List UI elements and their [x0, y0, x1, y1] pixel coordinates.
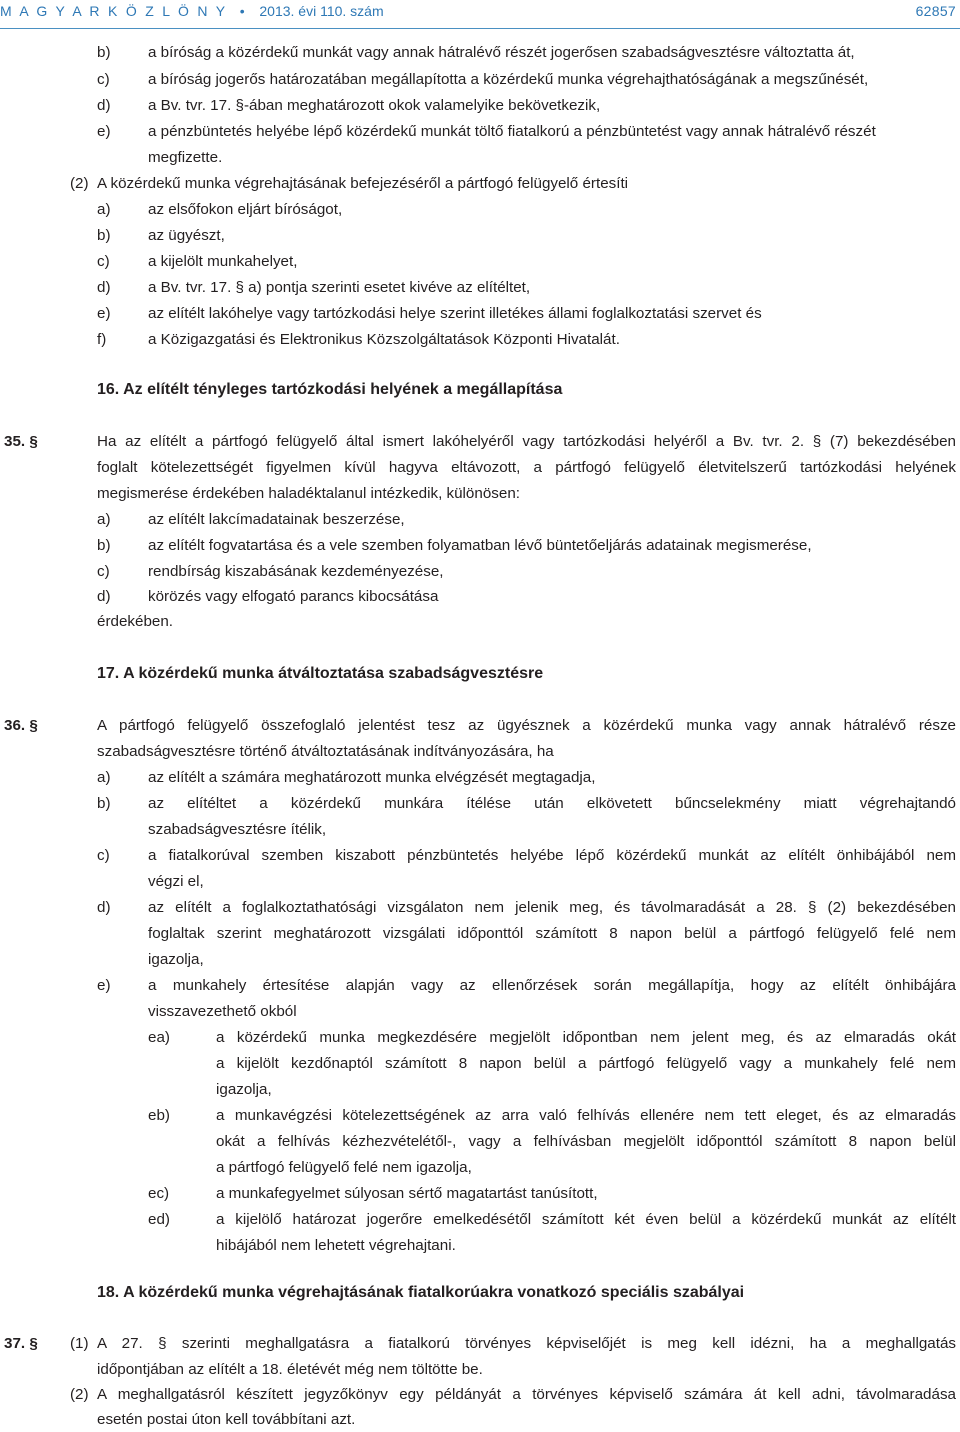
item-text: az elítélt a foglalkoztathatósági vizsgálaton nem jelenik meg, és távolmaradását a 28. § (2) bekezdésében: [148, 899, 956, 916]
section-heading-16: 16. Az elítélt tényleges tartózkodási helyének a megállapítása: [97, 381, 563, 398]
paragraph-text: A 27. § szerinti meghallgatásra a fiatalkorú törvényes képviselőjét is meg kell idézni, ha a meghallgatás: [97, 1335, 956, 1352]
item-text: az elítélt fogvatartása és a vele szemben folyamatban lévő büntetőeljárás adatainak megismerése,: [148, 537, 812, 554]
item-text: szabadságvesztésre ítélik,: [148, 821, 327, 838]
subitem-text: a munkafegyelmet súlyosan sértő magatartást tanúsított,: [216, 1185, 598, 1202]
subitem-text: a munkavégzési kötelezettségének az arra való felhívás ellenére nem tett eleget, és az elmaradás: [216, 1107, 956, 1124]
body-line: Ha az elítélt a pártfogó felügyelő által ismert lakóhelyéről vagy tartózkodási helyéről a Bv. tvr. 2. § (7) bekezdésében: [97, 433, 956, 450]
subitem-text: a kijelölő határozat jogerőre emelkedésétől számított két éven belül a közérdekű munkát az elítélt: [216, 1211, 956, 1228]
item-text: a pénzbüntetés helyébe lépő közérdekű munkát töltő fiatalkorú a pénzbüntetést vagy annak hátralévő részét: [148, 123, 876, 140]
paragraph-label: (2): [70, 1386, 89, 1403]
item-label: b): [97, 227, 111, 244]
item-text: igazolja,: [148, 951, 204, 968]
item-text: megfizette.: [148, 149, 223, 166]
item-label: a): [97, 511, 111, 528]
body-line: szabadságvesztésre történő átváltoztatásának indítványozására, ha: [97, 743, 554, 760]
subitem-text: a kijelölt kezdőnaptól számított 8 napon belül a pártfogó felügyelő vagy a munkahely felé nem: [216, 1055, 956, 1072]
issue-number: 2013. évi 110. szám: [259, 3, 384, 19]
item-text: az elítélt lakóhelye vagy tartózkodási helye szerint illetékes állami foglalkoztatási szervet és: [148, 305, 762, 322]
item-label: c): [97, 563, 110, 580]
item-text: végzi el,: [148, 873, 204, 890]
item-text: a Bv. tvr. 17. §-ában meghatározott okok valamelyike bekövetkezik,: [148, 97, 601, 114]
subitem-label: ec): [148, 1185, 170, 1202]
item-label: e): [97, 305, 111, 322]
item-text: foglaltak szerint meghatározott vizsgálati időponttól számított 8 napon belül a pártfogó felügyelő felé nem: [148, 925, 956, 942]
subitem-label: eb): [148, 1107, 170, 1124]
paragraph-text: esetén postai úton kell továbbítani azt.: [97, 1411, 356, 1428]
subitem-label: ed): [148, 1211, 170, 1228]
item-label: a): [97, 769, 111, 786]
item-label: d): [97, 899, 111, 916]
item-label: d): [97, 97, 111, 114]
item-label: c): [97, 847, 110, 864]
item-text: körözés vagy elfogató parancs kibocsátása: [148, 588, 439, 605]
item-text: az elítélt a számára meghatározott munka elvégzését megtagadja,: [148, 769, 596, 786]
subitem-label: ea): [148, 1029, 170, 1046]
paragraph-text: A közérdekű munka végrehajtásának befejezéséről a pártfogó felügyelő értesíti: [97, 175, 629, 192]
item-text: az elítéltet a közérdekű munkára ítélése után elkövetett bűncselekmény miatt végrehajtandó: [148, 795, 956, 812]
section-number-35: 35. §: [4, 433, 38, 450]
item-text: visszavezethető okból: [148, 1003, 297, 1020]
item-label: a): [97, 201, 111, 218]
page-header: [0, 0, 960, 29]
subitem-text: a közérdekű munka megkezdésére megjelölt időpontban nem jelent meg, és az elmaradás okát: [216, 1029, 956, 1046]
item-label: d): [97, 588, 111, 605]
item-text: az elsőfokon eljárt bíróságot,: [148, 201, 343, 218]
paragraph-text: A meghallgatásról készített jegyzőkönyv egy példányát a törvényes képviselő számára át kell adni, távolmaradása: [97, 1386, 956, 1403]
subitem-text: a pártfogó felügyelő felé nem igazolja,: [216, 1159, 472, 1176]
item-text: rendbírság kiszabásának kezdeményezése,: [148, 563, 444, 580]
item-label: c): [97, 71, 110, 88]
item-label: b): [97, 537, 111, 554]
section-number-37: 37. §: [4, 1335, 38, 1352]
body-line: foglalt kötelezettségét figyelmen kívül hagyva eltávozott, a pártfogó felügyelő életvitelszerű tartózkodási helyének: [97, 459, 956, 476]
body-line: A pártfogó felügyelő összefoglaló jelentést tesz az ügyésznek a közérdekű munka vagy annak hátralévő része: [97, 717, 956, 734]
item-text: a Közigazgatási és Elektronikus Közszolgáltatások Központi Hivatalát.: [148, 331, 620, 348]
paragraph-label: (1): [70, 1335, 89, 1352]
item-label: c): [97, 253, 110, 270]
publication-title: M A G Y A R K Ö Z L Ö N Y • 2013. évi 110. szám: [0, 3, 384, 19]
paragraph-label: (2): [70, 175, 89, 192]
item-label: d): [97, 279, 111, 296]
item-text: a bíróság jogerős határozatában megállapította a közérdekű munka végrehajthatóságának a megszűnését,: [148, 71, 869, 88]
paragraph-text: időpontjában az elítélt a 18. életévét még nem töltötte be.: [97, 1361, 483, 1378]
header-bullet: •: [239, 3, 247, 19]
subitem-text: igazolja,: [216, 1081, 272, 1098]
body-line: megismerése érdekében haladéktalanul intézkedik, különösen:: [97, 485, 520, 502]
body-line: érdekében.: [97, 613, 173, 630]
item-text: a bíróság a közérdekű munkát vagy annak hátralévő részét jogerősen szabadságvesztésre változtatta át,: [148, 44, 855, 61]
section-heading-18: 18. A közérdekű munka végrehajtásának fiatalkorúakra vonatkozó speciális szabályai: [97, 1284, 745, 1301]
item-text: a kijelölt munkahelyet,: [148, 253, 298, 270]
section-heading-17: 17. A közérdekű munka átváltoztatása szabadságvesztésre: [97, 665, 544, 682]
item-text: az ügyészt,: [148, 227, 225, 244]
item-label: b): [97, 795, 111, 812]
item-label: b): [97, 44, 111, 61]
item-label: e): [97, 123, 111, 140]
page-number: 62857: [915, 3, 956, 19]
item-text: az elítélt lakcímadatainak beszerzése,: [148, 511, 405, 528]
section-number-36: 36. §: [4, 717, 38, 734]
item-text: a munkahely értesítése alapján vagy az ellenőrzések során megállapítja, hogy az elítélt önhibájára: [148, 977, 956, 994]
item-label: e): [97, 977, 111, 994]
subitem-text: hibájából nem lehetett végrehajtani.: [216, 1237, 456, 1254]
subitem-text: okát a felhívás kézhezvételétől-, vagy a felhívásban megjelölt időponttól számított 8 napon belül: [216, 1133, 956, 1150]
item-label: f): [97, 331, 107, 348]
item-text: a Bv. tvr. 17. § a) pontja szerinti esetet kivéve az elítéltet,: [148, 279, 531, 296]
item-text: a fiatalkorúval szemben kiszabott pénzbüntetés helyébe lépő közérdekű munkát az elítélt önhibájából nem: [148, 847, 956, 864]
